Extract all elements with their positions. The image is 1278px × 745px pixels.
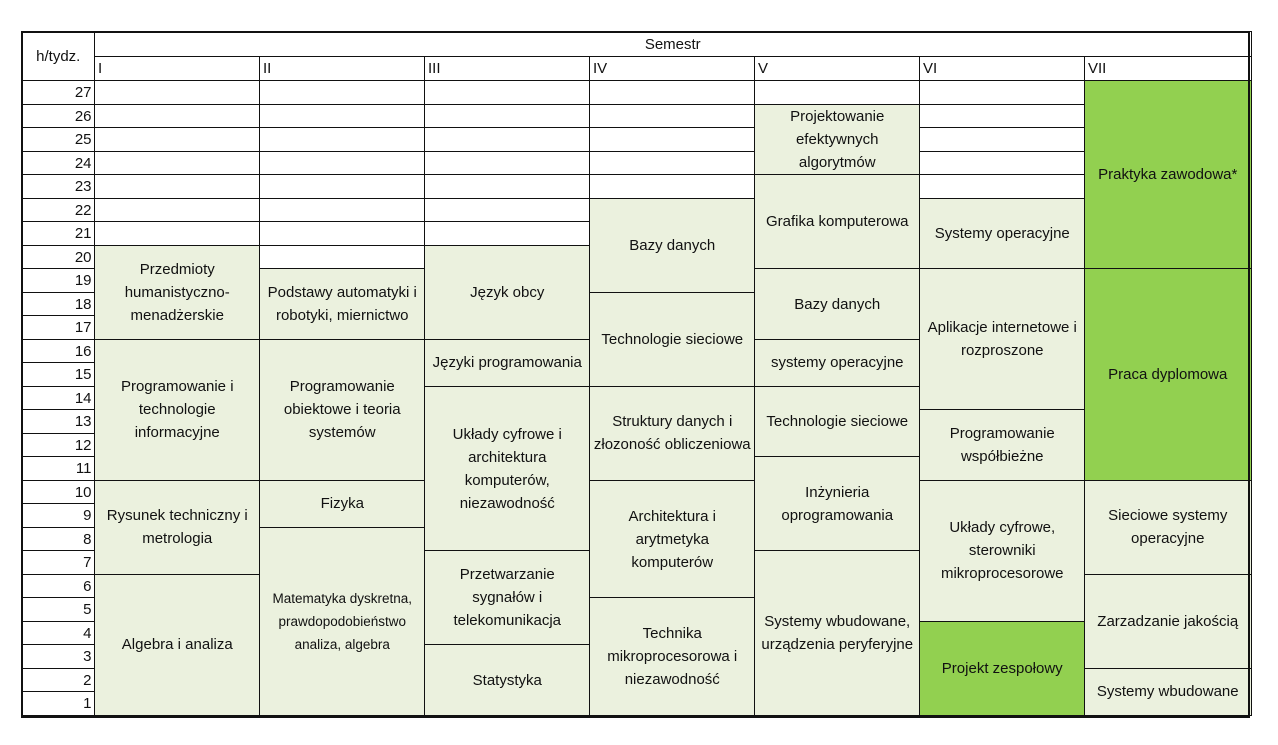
empty-slot: [424, 221, 591, 246]
hour-label: 8: [21, 527, 96, 552]
empty-slot: [754, 80, 921, 105]
hour-label: 1: [21, 691, 96, 716]
hours-header: h/tydz.: [21, 31, 96, 82]
hour-label: 22: [21, 198, 96, 223]
empty-slot: [589, 174, 756, 199]
subject-block: Języki programowania: [424, 339, 591, 388]
empty-slot: [589, 151, 756, 176]
hour-label: 13: [21, 409, 96, 434]
subject-block: Układy cyfrowe i architektura komputerów, niezawodność: [424, 386, 591, 552]
hour-label: 24: [21, 151, 96, 176]
hour-label: 9: [21, 503, 96, 528]
hour-label: 26: [21, 104, 96, 129]
empty-slot: [589, 104, 756, 129]
empty-slot: [424, 80, 591, 105]
subject-block: Systemy wbudowane, urządzenia peryferyjne: [754, 550, 921, 716]
subject-block: Fizyka: [259, 480, 426, 529]
subject-block: Algebra i analiza: [94, 574, 261, 717]
empty-slot: [919, 127, 1086, 152]
semester-vi-header: VI: [919, 56, 1086, 82]
subject-block: Układy cyfrowe, sterowniki mikroprocesorowe: [919, 480, 1086, 623]
subject-block: Programowanie obiektowe i teoria systemów: [259, 339, 426, 482]
empty-slot: [94, 221, 261, 246]
subject-block: Bazy danych: [754, 268, 921, 340]
empty-slot: [919, 174, 1086, 199]
hour-label: 17: [21, 315, 96, 340]
hour-label: 19: [21, 268, 96, 293]
subject-block: Programowanie współbieżne: [919, 409, 1086, 481]
subject-block: Praktyka zawodowa*: [1084, 80, 1252, 270]
semester-header: Semestr: [94, 31, 1252, 58]
empty-slot: [94, 104, 261, 129]
empty-slot: [94, 80, 261, 105]
empty-slot: [259, 104, 426, 129]
hour-label: 16: [21, 339, 96, 364]
subject-block: Podstawy automatyki i robotyki, miernictwo: [259, 268, 426, 340]
hour-label: 18: [21, 292, 96, 317]
subject-block: Struktury danych i złozoność obliczeniowa: [589, 386, 756, 482]
subject-block: systemy operacyjne: [754, 339, 921, 388]
subject-block: Systemy operacyjne: [919, 198, 1086, 270]
empty-slot: [919, 151, 1086, 176]
hour-label: 5: [21, 597, 96, 622]
empty-slot: [259, 80, 426, 105]
subject-block: Zarzadzanie jakością: [1084, 574, 1252, 670]
semester-i-header: I: [94, 56, 261, 82]
empty-slot: [424, 104, 591, 129]
empty-slot: [259, 174, 426, 199]
subject-block: Grafika komputerowa: [754, 174, 921, 270]
semester-ii-header: II: [259, 56, 426, 82]
hour-label: 12: [21, 433, 96, 458]
hour-label: 15: [21, 362, 96, 387]
hour-label: 23: [21, 174, 96, 199]
empty-slot: [94, 198, 261, 223]
subject-block: Systemy wbudowane: [1084, 668, 1252, 717]
empty-slot: [94, 151, 261, 176]
semester-iv-header: IV: [589, 56, 756, 82]
subject-block: Matematyka dyskretna, prawdopodobieństwo analiza, algebra: [259, 527, 426, 717]
subject-block: Projektowanie efektywnych algorytmów: [754, 104, 921, 176]
empty-slot: [424, 198, 591, 223]
empty-slot: [424, 127, 591, 152]
semester-v-header: V: [754, 56, 921, 82]
hour-label: 6: [21, 574, 96, 599]
hour-label: 25: [21, 127, 96, 152]
subject-block: Przedmioty humanistyczno-menadżerskie: [94, 245, 261, 341]
hour-label: 21: [21, 221, 96, 246]
subject-block: Programowanie i technologie informacyjne: [94, 339, 261, 482]
subject-block: Aplikacje internetowe i rozproszone: [919, 268, 1086, 411]
hour-label: 7: [21, 550, 96, 575]
empty-slot: [259, 198, 426, 223]
empty-slot: [919, 80, 1086, 105]
subject-block: Technika mikroprocesorowa i niezawodność: [589, 597, 756, 716]
semester-vii-header: VII: [1084, 56, 1252, 82]
empty-slot: [94, 174, 261, 199]
empty-slot: [424, 174, 591, 199]
subject-block: Przetwarzanie sygnałów i telekomunikacja: [424, 550, 591, 646]
empty-slot: [919, 104, 1086, 129]
empty-slot: [589, 127, 756, 152]
subject-block: Inżynieria oprogramowania: [754, 456, 921, 552]
hour-label: 14: [21, 386, 96, 411]
subject-block: Sieciowe systemy operacyjne: [1084, 480, 1252, 576]
empty-slot: [259, 221, 426, 246]
subject-block: Statystyka: [424, 644, 591, 716]
empty-slot: [259, 245, 426, 270]
subject-block: Rysunek techniczny i metrologia: [94, 480, 261, 576]
semester-iii-header: III: [424, 56, 591, 82]
hour-label: 11: [21, 456, 96, 481]
hour-label: 4: [21, 621, 96, 646]
hour-label: 2: [21, 668, 96, 693]
subject-block: Technologie sieciowe: [754, 386, 921, 458]
empty-slot: [589, 80, 756, 105]
subject-block: Praca dyplomowa: [1084, 268, 1252, 481]
hour-label: 27: [21, 80, 96, 105]
hour-label: 10: [21, 480, 96, 505]
empty-slot: [424, 151, 591, 176]
subject-block: Bazy danych: [589, 198, 756, 294]
hour-label: 3: [21, 644, 96, 669]
subject-block: Język obcy: [424, 245, 591, 341]
empty-slot: [259, 127, 426, 152]
subject-block: Architektura i arytmetyka komputerów: [589, 480, 756, 599]
subject-block: Projekt zespołowy: [919, 621, 1086, 717]
empty-slot: [94, 127, 261, 152]
empty-slot: [259, 151, 426, 176]
hour-label: 20: [21, 245, 96, 270]
subject-block: Technologie sieciowe: [589, 292, 756, 388]
